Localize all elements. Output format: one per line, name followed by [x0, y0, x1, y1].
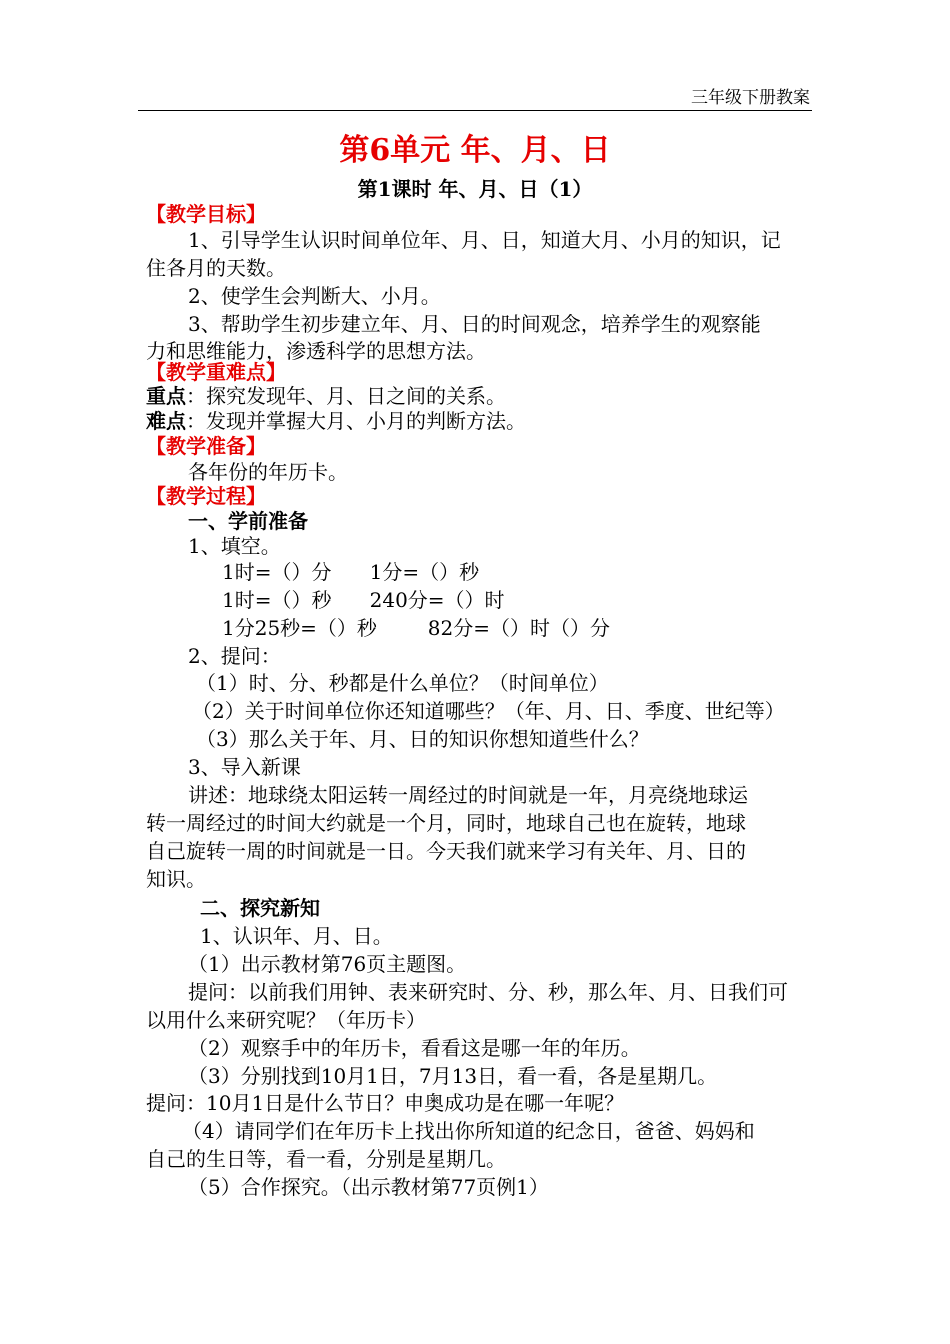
question-3: （3）那么关于年、月、日的知识你想知道些什么？	[196, 727, 649, 751]
objective-3b: 力和思维能力，渗透科学的思想方法。	[146, 339, 486, 363]
ask-title: 2、提问：	[188, 644, 281, 668]
key-text: ：探究发现年、月、日之间的关系。	[186, 384, 506, 408]
step-5: （5）合作探究。（出示教材第77页例1）	[188, 1175, 549, 1199]
key-label: 重点	[146, 384, 186, 408]
keypoint-line	[146, 382, 506, 410]
step-1: （1）出示教材第76页主题图。	[188, 952, 467, 976]
narration-1: 讲述：地球绕太阳运转一周经过的时间就是一年，月亮绕地球运	[188, 783, 748, 807]
objective-2: 2、使学生会判断大、小月。	[188, 284, 441, 308]
fill-blank-2: 1时=（）秒 240分=（）时	[222, 588, 505, 612]
section-preparation: 【教学准备】	[146, 434, 266, 458]
unit-title: 第6单元 年、月、日	[339, 133, 611, 168]
fill-blank-1: 1时=（）分 1分=（）秒	[222, 560, 480, 584]
fill-blank-title: 1、填空。	[188, 534, 281, 558]
step-4a: （4）请同学们在年历卡上找出你所知道的纪念日，爸爸、妈妈和	[182, 1119, 755, 1143]
step-2: （2）观察手中的年历卡，看看这是哪一年的年历。	[188, 1036, 641, 1060]
preparation-text: 各年份的年历卡。	[188, 460, 348, 484]
fill-blank-3: 1分25秒=（）秒 82分=（）时（）分	[222, 616, 610, 640]
ask-2a: 提问：以前我们用钟、表来研究时、分、秒，那么年、月、日我们可	[188, 980, 788, 1004]
section-process: 【教学过程】	[146, 484, 266, 508]
section-keypoints: 【教学重难点】	[146, 360, 286, 384]
difficulty-text: ：发现并掌握大月、小月的判断方法。	[186, 409, 526, 433]
step-3: （3）分别找到10月1日，7月13日，看一看，各是星期几。	[188, 1064, 718, 1088]
narration-4: 知识。	[146, 867, 206, 891]
page-header	[138, 88, 812, 111]
narration-2: 转一周经过的时间大约就是一个月，同时，地球自己也在旋转，地球	[146, 811, 746, 835]
intro-title: 3、导入新课	[188, 755, 301, 779]
objective-3a: 3、帮助学生初步建立年、月、日的时间观念，培养学生的观察能	[188, 312, 761, 336]
difficulty-line	[146, 407, 526, 435]
objective-1b: 住各月的天数。	[146, 256, 286, 280]
ask-3: 提问：10月1日是什么节日？申奥成功是在哪一年呢？	[146, 1091, 625, 1115]
part2-heading: 二、探究新知	[200, 896, 320, 920]
question-1: （1）时、分、秒都是什么单位？（时间单位）	[196, 671, 609, 695]
lesson-title: 第1课时 年、月、日（1）	[357, 177, 593, 201]
part1-heading: 一、学前准备	[188, 509, 308, 533]
section-objectives: 【教学目标】	[146, 202, 266, 226]
difficulty-label: 难点	[146, 409, 186, 433]
step-4b: 自己的生日等，看一看，分别是星期几。	[146, 1147, 506, 1171]
ask-2b: 以用什么来研究呢？（年历卡）	[146, 1008, 426, 1032]
know-title: 1、认识年、月、日。	[200, 924, 393, 948]
narration-3: 自己旋转一周的时间就是一日。今天我们就来学习有关年、月、日的	[146, 839, 746, 863]
header-text: 三年级下册教案	[691, 88, 810, 108]
objective-1a: 1、引导学生认识时间单位年、月、日，知道大月、小月的知识，记	[188, 228, 781, 252]
question-2: （2）关于时间单位你还知道哪些？（年、月、日、季度、世纪等）	[192, 699, 785, 723]
